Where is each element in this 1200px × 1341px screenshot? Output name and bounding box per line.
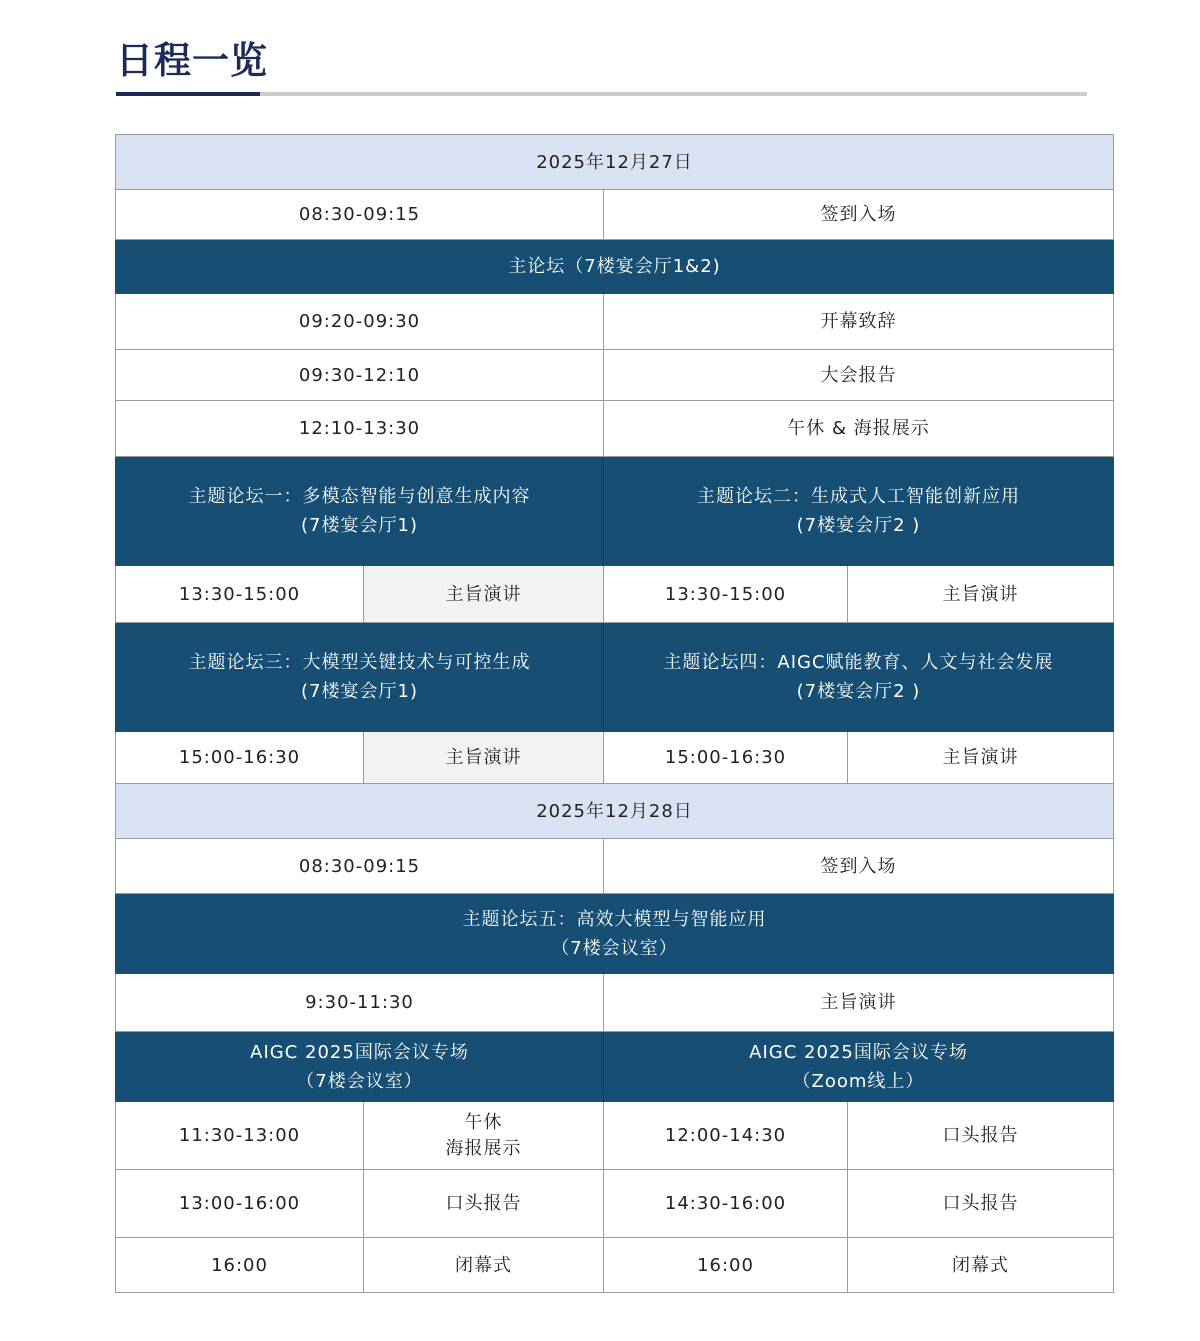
event-cell: 口头报告 xyxy=(364,1170,604,1238)
event-cell: 签到入场 xyxy=(604,839,1114,894)
title-divider xyxy=(116,92,1087,96)
event-cell: 闭幕式 xyxy=(848,1238,1114,1293)
time-cell: 11:30-13:00 xyxy=(116,1102,364,1170)
forum-title: 主题论坛五：高效大模型与智能应用 xyxy=(462,908,767,930)
session-onsite-header xyxy=(116,1032,604,1102)
event-cell: 口头报告 xyxy=(848,1102,1114,1170)
event-cell: 主旨演讲 xyxy=(848,566,1114,623)
forum-venue: (7楼宴会厅2 ) xyxy=(796,515,921,536)
time-cell: 13:00-16:00 xyxy=(116,1170,364,1238)
forum-header-row xyxy=(116,1032,1114,1102)
forum-title: 主题论坛二：生成式人工智能创新应用 xyxy=(697,486,1020,507)
session-venue: （Zoom线上） xyxy=(792,1070,925,1092)
forum-3-header xyxy=(116,623,604,732)
forum-5-header xyxy=(116,894,1114,974)
event-line: 海报展示 xyxy=(445,1137,522,1159)
forum-header-row xyxy=(116,894,1114,974)
time-cell: 16:00 xyxy=(604,1238,848,1293)
event-cell: 闭幕式 xyxy=(364,1238,604,1293)
time-cell: 14:30-16:00 xyxy=(604,1170,848,1238)
title-divider-accent xyxy=(116,92,260,96)
forum-4-header xyxy=(604,623,1114,732)
time-cell: 13:30-15:00 xyxy=(604,566,848,623)
schedule-table xyxy=(115,134,1114,1293)
time-cell: 15:00-16:30 xyxy=(116,732,364,784)
forum-2-header xyxy=(604,457,1114,566)
time-cell: 13:30-15:00 xyxy=(116,566,364,623)
session-title: AIGC 2025国际会议专场 xyxy=(749,1041,968,1063)
forum-venue: （7楼会议室） xyxy=(551,937,678,959)
session-online-header xyxy=(604,1032,1114,1102)
event-line: 午休 xyxy=(464,1111,503,1133)
time-cell: 16:00 xyxy=(116,1238,364,1293)
forum-header-main xyxy=(116,240,1114,294)
event-cell: 午休 & 海报展示 xyxy=(604,401,1114,457)
forum-venue: (7楼宴会厅1) xyxy=(301,515,418,536)
event-cell: 主旨演讲 xyxy=(604,974,1114,1032)
time-cell: 15:00-16:30 xyxy=(604,732,848,784)
table-row xyxy=(116,1170,1114,1238)
event-cell: 口头报告 xyxy=(848,1170,1114,1238)
table-row-checkin-day1 xyxy=(116,190,1114,240)
event-cell: 主旨演讲 xyxy=(848,732,1114,784)
event-cell: 主旨演讲 xyxy=(364,732,604,784)
session-venue: （7楼会议室） xyxy=(296,1070,423,1092)
event-cell: 开幕致辞 xyxy=(604,294,1114,350)
time-cell: 12:10-13:30 xyxy=(116,401,604,457)
table-row-checkin-day2 xyxy=(116,839,1114,894)
time-cell: 08:30-09:15 xyxy=(116,190,604,240)
forum-header-row xyxy=(116,457,1114,566)
forum-title: 主论坛（7楼宴会厅1&2) xyxy=(116,240,1114,294)
date-row-day2 xyxy=(116,784,1114,839)
forum-venue: (7楼宴会厅1) xyxy=(301,681,418,702)
forum-title: 主题论坛四：AIGC赋能教育、人文与社会发展 xyxy=(663,652,1054,673)
time-cell: 9:30-11:30 xyxy=(116,974,604,1032)
forum-title: 主题论坛一：多模态智能与创意生成内容 xyxy=(188,486,531,507)
date-row-day1 xyxy=(116,135,1114,190)
table-row xyxy=(116,1102,1114,1170)
forum-venue: (7楼宴会厅2 ) xyxy=(796,681,921,702)
table-row xyxy=(116,566,1114,623)
time-cell: 09:30-12:10 xyxy=(116,350,604,401)
event-cell: 签到入场 xyxy=(604,190,1114,240)
table-row xyxy=(116,401,1114,457)
event-cell: 主旨演讲 xyxy=(364,566,604,623)
time-cell: 09:20-09:30 xyxy=(116,294,604,350)
event-cell xyxy=(364,1102,604,1170)
forum-1-header xyxy=(116,457,604,566)
date-cell: 2025年12月27日 xyxy=(116,135,1114,190)
session-title: AIGC 2025国际会议专场 xyxy=(250,1041,469,1063)
table-row xyxy=(116,294,1114,350)
event-cell: 大会报告 xyxy=(604,350,1114,401)
forum-header-row xyxy=(116,623,1114,732)
time-cell: 12:00-14:30 xyxy=(604,1102,848,1170)
table-row xyxy=(116,974,1114,1032)
date-cell: 2025年12月28日 xyxy=(116,784,1114,839)
time-cell: 08:30-09:15 xyxy=(116,839,604,894)
table-row xyxy=(116,1238,1114,1293)
table-row xyxy=(116,732,1114,784)
page-title: 日程一览 xyxy=(116,39,268,82)
forum-title: 主题论坛三：大模型关键技术与可控生成 xyxy=(188,652,531,673)
table-row xyxy=(116,350,1114,401)
